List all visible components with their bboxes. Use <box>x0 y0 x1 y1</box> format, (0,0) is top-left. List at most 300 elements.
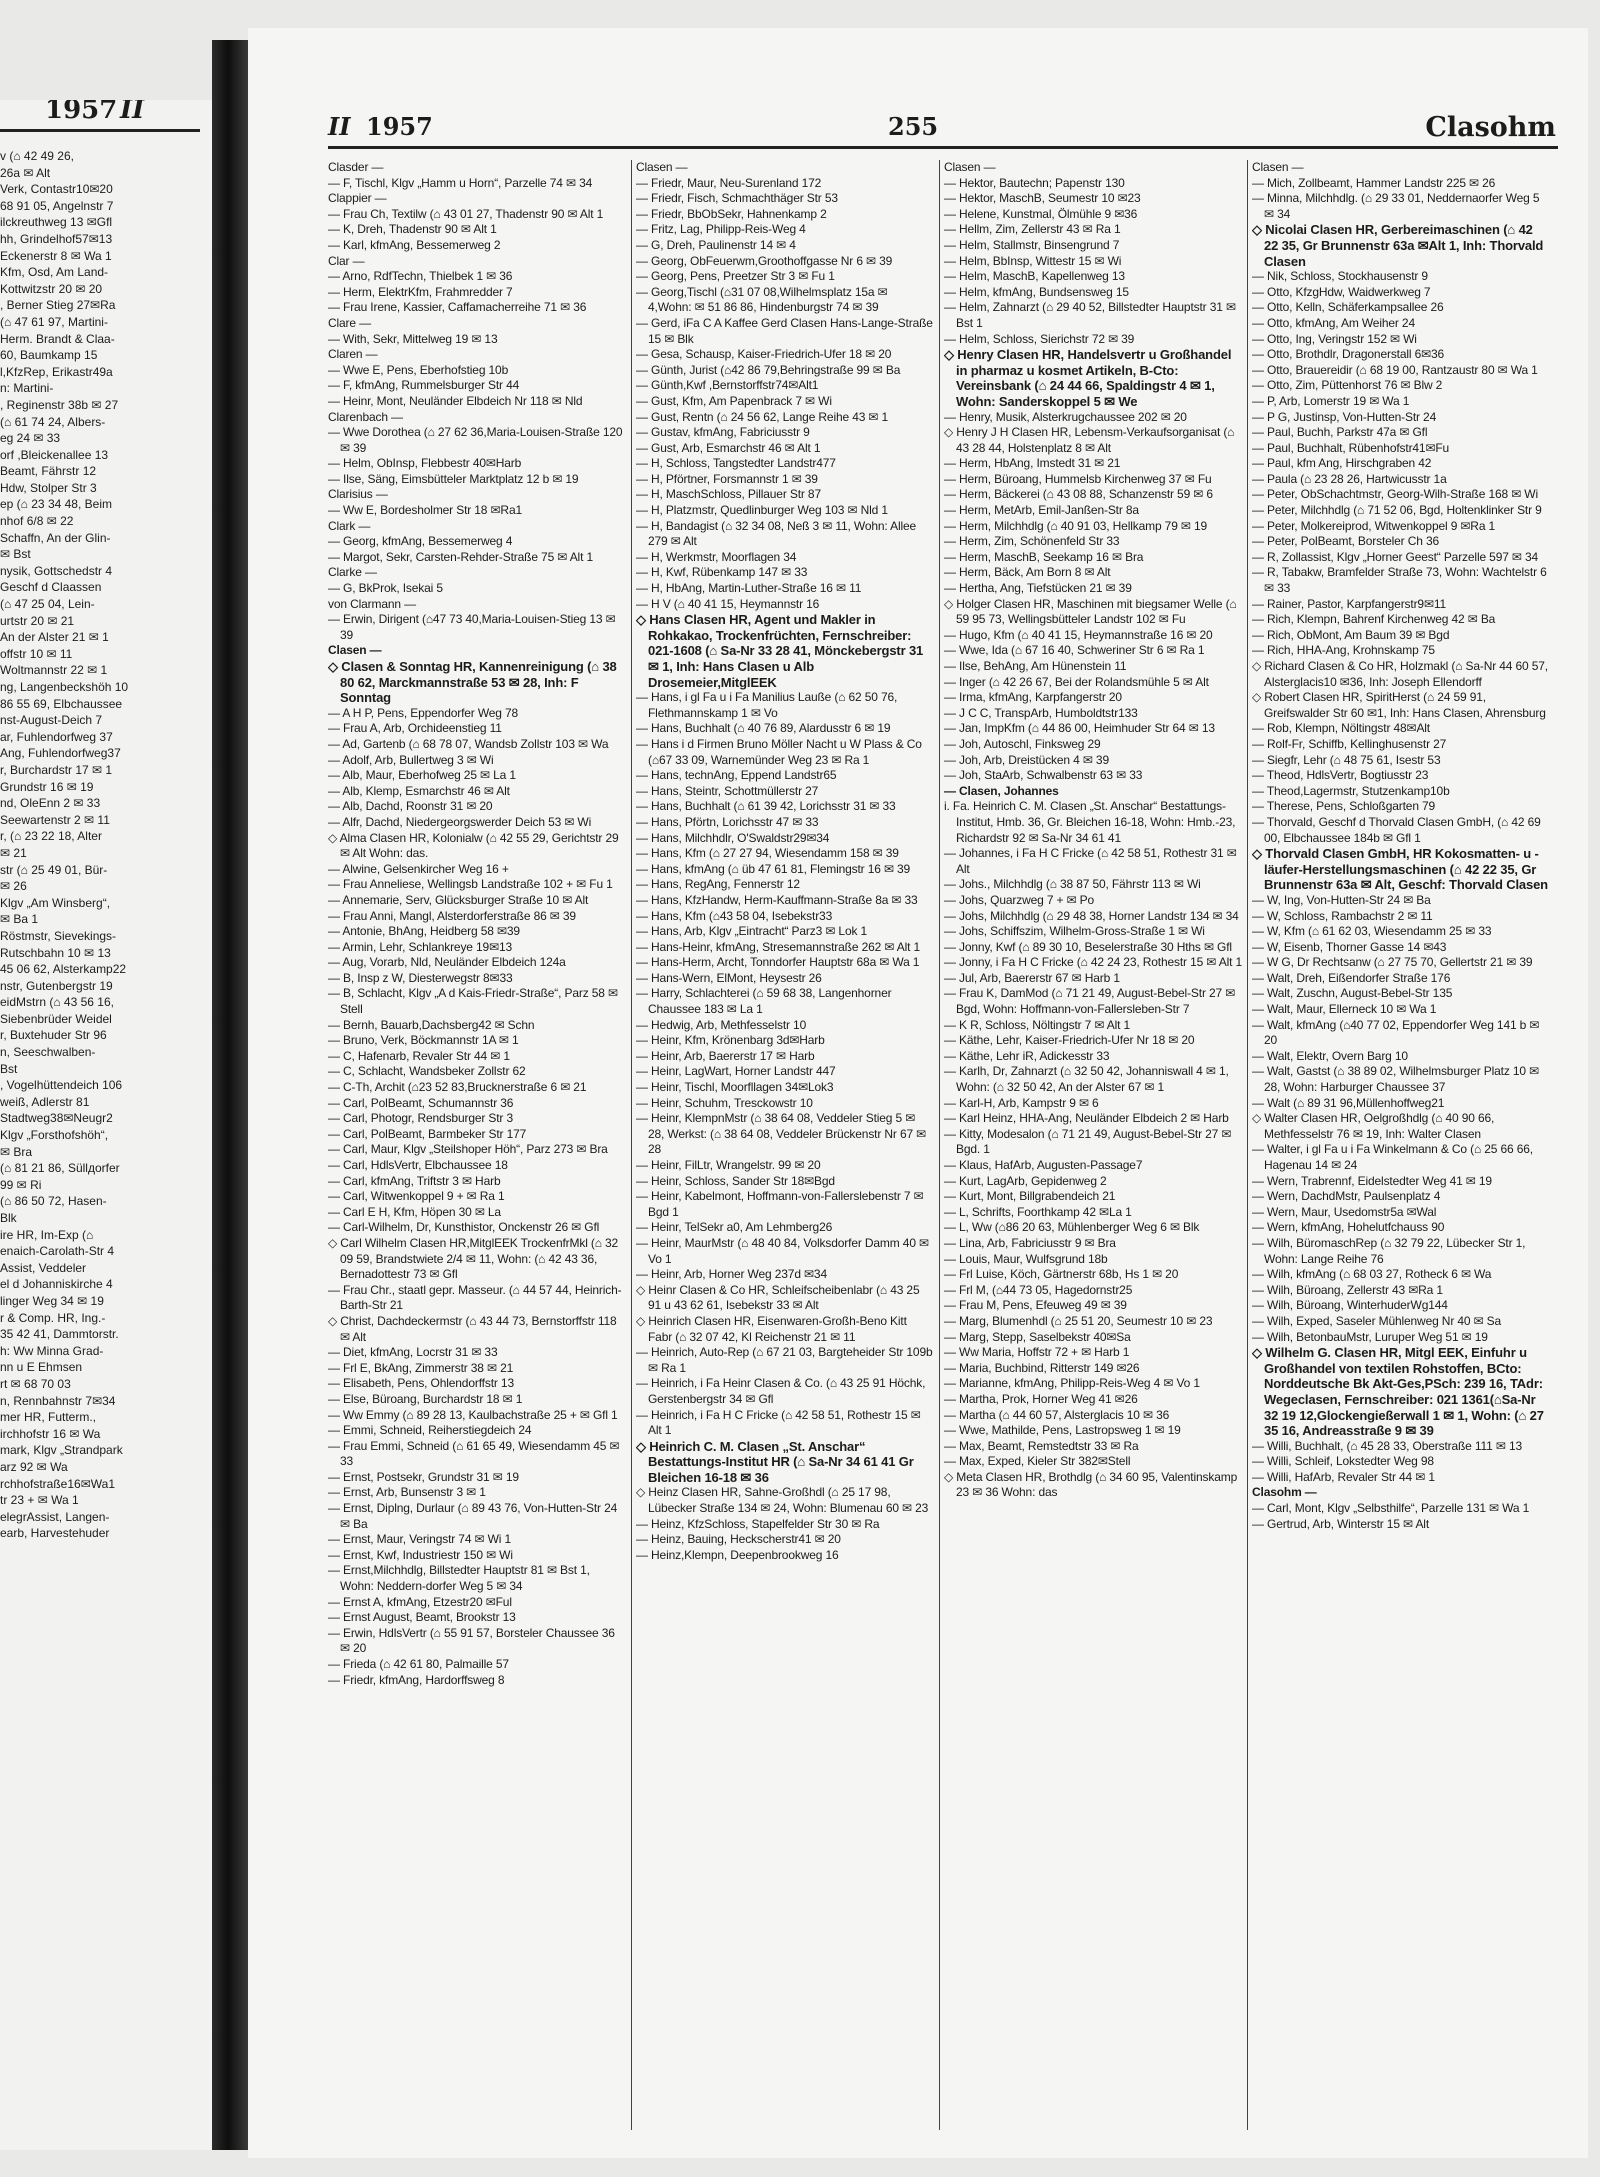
directory-entry: — Marg, Stepp, Saselbekstr 40✉Sa <box>944 1329 1131 1344</box>
directory-entry: — Carl, PolBeamt, Schumannstr 36 <box>328 1095 514 1110</box>
left-page-line: Klgv „Forsthofshöh“, <box>0 1128 109 1143</box>
directory-entry: — Helene, Kunstmal, Ölmühle 9 ✉36 <box>944 206 1138 221</box>
directory-entry: ◇ Heinrich C. M. Clasen „St. Anschar“ Bestattungs-Institut HR (⌂ Sa-Nr 34 61 41 Gr Bleichen 16-18 ✉ 36 <box>636 1438 914 1485</box>
directory-entry: — Carl, Witwenkoppel 9 + ✉ Ra 1 <box>328 1189 505 1204</box>
directory-entry: — Armin, Lehr, Schlankreye 19✉13 <box>328 939 513 954</box>
directory-entry: — Helm, BbInsp, Wittestr 15 ✉ Wi <box>944 253 1122 268</box>
left-page-line: Geschf d Claassen <box>0 580 102 595</box>
left-page-line: h: Ww Minna Grad- <box>0 1343 104 1358</box>
left-page-line: Herm. Brandt & Claa- <box>0 331 115 346</box>
directory-entry: — Hugo, Kfm (⌂ 40 41 15, Heymannstraße 16 ✉ 20 <box>944 627 1213 642</box>
directory-entry: — Helm, Stallmstr, Binsengrund 7 <box>944 237 1120 252</box>
directory-entry: — Rob, Klempn, Nöltingstr 48✉Alt <box>1252 721 1430 736</box>
directory-entry: — Joh, Arb, Dreistücken 4 ✉ 39 <box>944 752 1109 767</box>
directory-entry: — W, Kfm (⌂ 61 62 03, Wiesendamm 25 ✉ 33 <box>1252 924 1492 939</box>
directory-entry: ◇ Wilhelm G. Clasen HR, Mitgl EEK, Einfuhr u Großhandel von textilen Rohstoffen, BCto: Norddeutsche Bk Akt-Ges,PSch: 239 16, TAdr: Wegeclasen, Fernschreiber: 021 1361(⌂Sa-Nr 32 19 12,Glockengießerwall 1 ✉ 1, Wohn: (⌂ 27 35 16, Andreasstraße 9 ✉ 39 <box>1252 1345 1544 1439</box>
directory-entry: — Otto, Ing, Veringstr 152 ✉ Wi <box>1252 331 1417 346</box>
left-page-line: mer HR, Futterm., <box>0 1410 97 1425</box>
directory-entry: — Paul, kfm Ang, Hirschgraben 42 <box>1252 456 1432 471</box>
directory-entry: — Johs, Schiffszim, Wilhelm-Gross-Straße 1 ✉ Wi <box>944 924 1205 939</box>
directory-entry: — Wern, Trabrennf, Eidelstedter Weg 41 ✉ 19 <box>1252 1173 1492 1188</box>
directory-entry: — Hans, Pförtn, Lorichsstr 47 ✉ 33 <box>636 814 819 829</box>
directory-entry: — Walt, Elektr, Overn Barg 10 <box>1252 1048 1408 1063</box>
left-page-line: mark, Klgv „Strandpark <box>0 1443 123 1458</box>
directory-entry: — R, Tabakw, Bramfelder Straße 73, Wohn: Wachtelstr 6 ✉ 33 <box>1252 565 1547 596</box>
directory-entry: — Karlh, Dr, Zahnarzt (⌂ 32 50 42, Johanniswall 4 ✉ 1, Wohn: (⌂ 32 50 42, An der Alster 67 ✉ 1 <box>944 1064 1229 1095</box>
directory-entry: — B, Insp z W, Diesterwegstr 8✉33 <box>328 970 513 985</box>
directory-entry: — B, Schlacht, Klgv „A d Kais-Friedr-Straße“, Parz 58 ✉ Stell <box>328 986 618 1017</box>
left-page-line: (⌂ 81 21 86, Süllдorfer <box>0 1161 120 1176</box>
directory-entry: — Käthe, Lehr, Kaiser-Friedrich-Ufer Nr 18 ✉ 20 <box>944 1033 1195 1048</box>
directory-entry: — Herm, ElektrKfm, Frahmredder 7 <box>328 284 513 299</box>
directory-entry: — Paula (⌂ 23 28 26, Hartwicusstr 1a <box>1252 471 1447 486</box>
directory-entry: — Jonny, Kwf (⌂ 89 30 10, Beselerstraße 30 Hths ✉ Gfl <box>944 939 1232 954</box>
directory-entry: — Theod, HdlsVertr, Bogtiusstr 23 <box>1252 768 1429 783</box>
directory-entry: — Georg, kfmAng, Bessemerweg 4 <box>328 534 513 549</box>
directory-entry: — Ilse, BehAng, Am Hünenstein 11 <box>944 659 1127 673</box>
directory-entry: — Klaus, HafArb, Augusten-Passage7 <box>944 1158 1143 1172</box>
directory-entry: — Ernst, Arb, Bunsenstr 3 ✉ 1 <box>328 1485 486 1500</box>
directory-entry: — Carl, Photogr, Rendsburger Str 3 <box>328 1111 513 1126</box>
directory-entry: — C-Th, Archit (⌂23 52 83,Brucknerstraße 6 ✉ 21 <box>328 1080 587 1095</box>
directory-entry: — Heinrich, i Fa H C Fricke (⌂ 42 58 51, Rothestr 15 ✉ Alt 1 <box>636 1407 921 1438</box>
left-page-line: Seewartenstr 2 ✉ 11 <box>0 812 110 827</box>
directory-entry: — Frieda (⌂ 42 61 80, Palmaille 57 <box>328 1657 509 1671</box>
directory-entry: ◇ Henry J H Clasen HR, Lebensm-Verkaufsorganisat (⌂ 43 28 44, Holstenplatz 8 ✉ Alt <box>944 425 1235 455</box>
directory-entry: — Otto, Brothdlr, Dragonerstall 6✉36 <box>1252 347 1445 362</box>
directory-entry: — Heinz,Klempn, Deepenbrookweg 16 <box>636 1547 839 1562</box>
column-divider <box>939 160 940 2130</box>
directory-entry: — H V (⌂ 40 41 15, Heymannstr 16 <box>636 596 820 611</box>
directory-entry: — Carl, Mont, Klgv „Selbsthilfe“, Parzelle 131 ✉ Wa 1 <box>1252 1501 1530 1516</box>
directory-entry: — Ernst August, Beamt, Brookstr 13 <box>328 1610 516 1625</box>
directory-entry: — Herm, Bäckerei (⌂ 43 08 88, Schanzenstr 59 ✉ 6 <box>944 487 1213 502</box>
directory-entry: — Max, Exped, Kieler Str 382✉Stell <box>944 1454 1131 1469</box>
left-page-line: rt ✉ 68 70 03 <box>0 1376 71 1391</box>
header-volume: II <box>328 112 351 141</box>
directory-entry: — Willi, Buchhalt, (⌂ 45 28 33, Oberstraße 111 ✉ 13 <box>1252 1438 1522 1453</box>
directory-entry: — Heinr, Tischl, Moorfllagen 34✉Lok3 <box>636 1080 834 1095</box>
directory-entry: Claren — <box>328 347 378 362</box>
page-header <box>328 110 1558 149</box>
directory-entry: ◇ Carl Wilhelm Clasen HR,MitglEEK TrockenfrMkl (⌂ 32 09 59, Brandstwiete 2/4 ✉ 11, Wohn: (⌂ 42 43 36, Bernadottestr 73 ✉ Gfl <box>328 1235 619 1282</box>
left-page-line: nhof 6/8 ✉ 22 <box>0 514 74 529</box>
directory-entry: — Heinr, Mont, Neuländer Elbdeich Nr 118 ✉ Nld <box>328 393 583 408</box>
directory-entry: — Ernst, Maur, Veringstr 74 ✉ Wi 1 <box>328 1532 512 1547</box>
left-page-line: , Berner Stieg 27✉Ra <box>0 298 116 313</box>
directory-entry: — With, Sekr, Mittelweg 19 ✉ 13 <box>328 331 498 346</box>
directory-entry: — Hans, Buchhalt (⌂ 40 76 89, Alardusstr 6 ✉ 19 <box>636 721 891 736</box>
directory-entry: — Otto, Kelln, Schäferkampsallee 26 <box>1252 300 1444 315</box>
left-page-text <box>0 148 205 1542</box>
directory-entry: — L, Schrifts, Foorthkamp 42 ✉La 1 <box>944 1204 1132 1219</box>
directory-entry: — Kurt, LagArb, Gepidenweg 2 <box>944 1173 1107 1188</box>
directory-entry: Clasen — <box>636 160 688 174</box>
directory-entry: — Carl E H, Kfm, Höpen 30 ✉ La <box>328 1204 501 1219</box>
directory-entry: — H, Kwf, Rübenkamp 147 ✉ 33 <box>636 565 808 580</box>
directory-entry: — Otto, Zim, Püttenhorst 76 ✉ Blw 2 <box>1252 378 1443 393</box>
directory-entry: — Herm, Milchhdlg (⌂ 40 91 03, Hellkamp 79 ✉ 19 <box>944 518 1208 533</box>
directory-entry: — Käthe, Lehr iR, Adickesstr 33 <box>944 1048 1110 1063</box>
directory-entry: — Alb, Klemp, Esmarchstr 46 ✉ Alt <box>328 783 510 798</box>
surname-heading: — Clasen, Johannes <box>944 783 1059 798</box>
directory-entry: — F, kfmAng, Rummelsburger Str 44 <box>328 378 520 393</box>
directory-entry: — Ernst, Diplng, Durlaur (⌂ 89 43 76, Von-Hutten-Str 24 ✉ Ba <box>328 1501 618 1531</box>
left-page-line: An der Alster 21 ✉ 1 <box>0 630 109 645</box>
directory-entry: — Lina, Arb, Fabriciusstr 9 ✉ Bra <box>944 1235 1116 1250</box>
directory-entry: — Bernh, Bauarb,Dachsberg42 ✉ Schn <box>328 1017 535 1032</box>
directory-entry: — H, MaschSchloss, Pillauer Str 87 <box>636 487 821 502</box>
directory-entry: — Heinr, TelSekr a0, Am Lehmberg26 <box>636 1220 833 1235</box>
left-page-line: 86 55 69, Elbchaussee <box>0 696 123 711</box>
directory-entry: — Heinr, Kfm, Krönenbarg 3d✉Harb <box>636 1033 825 1048</box>
left-page-line: Eckenerstr 8 ✉ Wa 1 <box>0 248 112 263</box>
left-page-line: ar, Fuhlendorfweg 37 <box>0 729 113 744</box>
directory-entry: — R, Zollassist, Klgv „Horner Geest“ Parzelle 597 ✉ 34 <box>1252 549 1539 564</box>
directory-entry: — Inger (⌂ 42 26 67, Bei der Rolandsmühle 5 ✉ Alt <box>944 674 1209 689</box>
left-page-line: tr 23 + ✉ Wa 1 <box>0 1493 79 1508</box>
left-page-line: 26a ✉ Alt <box>0 165 51 180</box>
left-page-line: Beamt, Fährstr 12 <box>0 464 97 479</box>
directory-entry: — H, Bandagist (⌂ 32 34 08, Neß 3 ✉ 11, Wohn: Allee 279 ✉ Alt <box>636 518 917 549</box>
directory-entry: — Georg, ObFeuerwm,Groothoffgasse Nr 6 ✉ 39 <box>636 253 893 268</box>
directory-entry: — Louis, Maur, Wulfsgrund 18b <box>944 1251 1108 1266</box>
directory-entry: — Kitty, Modesalon (⌂ 71 21 49, August-Bebel-Str 27 ✉ Bgd. 1 <box>944 1126 1232 1157</box>
left-page-line: nd, OleEnn 2 ✉ 33 <box>0 796 101 811</box>
left-page-line: irchhofstr 16 ✉ Wa <box>0 1426 101 1441</box>
directory-entry: — Wwe, Mathilde, Pens, Lastropsweg 1 ✉ 19 <box>944 1423 1181 1438</box>
directory-entry: — Frau Emmi, Schneid (⌂ 61 65 49, Wiesendamm 45 ✉ 33 <box>328 1438 620 1469</box>
directory-entry: ◇ Heinrich Clasen HR, Eisenwaren-Großh-Beno Kitt Fabr (⌂ 32 07 42, Kl Reichenstr 21 ✉ 11 <box>636 1313 907 1344</box>
directory-entry: — Friedr, Maur, Neu-Surenland 172 <box>636 175 822 190</box>
directory-entry: — Herm, MetArb, Emil-Janßen-Str 8a <box>944 503 1139 518</box>
directory-entry: — Erwin, Dirigent (⌂47 73 40,Maria-Louisen-Stieg 13 ✉ 39 <box>328 612 616 642</box>
left-page-line: ✉ 21 <box>0 845 27 860</box>
directory-entry: — L, Ww (⌂86 20 63, Mühlenberger Weg 6 ✉ Blk <box>944 1220 1200 1235</box>
directory-entry: — Hans, RegAng, Fennerstr 12 <box>636 877 800 892</box>
directory-entry: — C, Hafenarb, Revaler Str 44 ✉ 1 <box>328 1048 510 1063</box>
directory-entry: — Heinrich, i Fa Heinr Clasen & Co. (⌂ 43 25 91 Höchk, Gerstenbergstr 34 ✉ Gfl <box>636 1376 926 1406</box>
directory-entry: — F, Tischl, Klgv „Hamm u Horn“, Parzelle 74 ✉ 34 <box>328 175 593 190</box>
directory-entry: — Frau M, Pens, Efeuweg 49 ✉ 39 <box>944 1298 1127 1313</box>
directory-entry: Clasen — <box>1252 160 1304 174</box>
directory-entry: — Hans, Kfm (⌂43 58 04, Isebekstr33 <box>636 908 833 923</box>
directory-entry: — Rainer, Pastor, Karpfangerstr9✉11 <box>1252 596 1447 611</box>
directory-entry: — Martha, Prok, Horner Weg 41 ✉26 <box>944 1391 1138 1406</box>
directory-entry: — J C C, TranspArb, Humboldtstr133 <box>944 705 1138 720</box>
left-page-line: Ang, Fuhlendorfweg37 <box>0 746 121 761</box>
directory-entry: ◇ Thorvald Clasen GmbH, HR Kokosmatten- u -läufer-Herstellungsmaschinen (⌂ 42 22 35, Gr Brunnenstr 63a ✉ Alt, Geschf: Thorvald Clasen <box>1252 846 1548 893</box>
directory-entry: — Hans-Heinr, kfmAng, Stresemannstraße 262 ✉ Alt 1 <box>636 939 921 954</box>
directory-entry: — Hans, Milchhdlr, O'Swaldstr29✉34 <box>636 830 830 845</box>
directory-entry: — Ad, Gartenb (⌂ 68 78 07, Wandsb Zollstr 103 ✉ Wa <box>328 736 609 751</box>
left-page-line: , Vogelhüttendeich 106 <box>0 1078 123 1093</box>
directory-entry: ◇ Meta Clasen HR, Brothdlg (⌂ 34 60 95, Valentinskamp 23 ✉ 36 Wohn: das <box>944 1469 1238 1500</box>
directory-entry: — Siegfr, Lehr (⌂ 48 75 61, Isestr 53 <box>1252 752 1441 767</box>
directory-entry: — Frau A, Arb, Orchideenstieg 11 <box>328 721 502 736</box>
left-page-line: eidMstrn (⌂ 43 56 16, <box>0 995 114 1010</box>
directory-entry: — Heinr, KlempnMstr (⌂ 38 64 08, Veddeler Stieg 5 ✉ 28, Werkst: (⌂ 38 64 08, Veddeler Brückenstr Nr 67 ✉ 28 <box>636 1111 927 1157</box>
directory-entry: — Hans-Herm, Archt, Tonndorfer Hauptstr 68a ✉ Wa 1 <box>636 955 920 970</box>
directory-entry: — Rich, ObMont, Am Baum 39 ✉ Bgd <box>1252 627 1450 642</box>
directory-entry: — Heinr, Schloss, Sander Str 18✉Bgd <box>636 1173 835 1188</box>
left-page-line: rchhofstraße16✉Wa1 <box>0 1476 115 1491</box>
directory-entry: — Hellm, Zim, Zellerstr 43 ✉ Ra 1 <box>944 222 1121 237</box>
directory-entry: ◇ Hans Clasen HR, Agent und Makler in Rohkakao, Trockenfrüchten, Fernschreiber: 021-1608 (⌂ Sa-Nr 33 28 41, Mönckebergstr 31 ✉ 1, Inh: Hans Clasen u Alb Drosemeier,MitglEEK <box>636 612 924 690</box>
left-page-line: Rutschbahn 10 ✉ 13 <box>0 945 111 960</box>
directory-entry: — Heinz, KfzSchloss, Stapelfelder Str 30 ✉ Ra <box>636 1516 880 1531</box>
directory-entry: ◇ Heinz Clasen HR, Sahne-Großhdl (⌂ 25 17 98, Lübecker Straße 134 ✉ 24, Wohn: Blumenau 60 ✉ 23 <box>636 1485 929 1516</box>
directory-entry: — C, Schlacht, Wandsbeker Zollstr 62 <box>328 1064 526 1079</box>
header-year: 1957 <box>366 112 433 141</box>
directory-entry: — P, Arb, Lomerstr 19 ✉ Wa 1 <box>1252 393 1410 408</box>
directory-entry: — Helm, Schloss, Sierichstr 72 ✉ 39 <box>944 331 1135 346</box>
directory-entry: — Diet, kfmAng, Locrstr 31 ✉ 33 <box>328 1345 498 1360</box>
directory-entry: — K R, Schloss, Nöltingstr 7 ✉ Alt 1 <box>944 1017 1131 1032</box>
directory-entry: — Else, Büroang, Burchardstr 18 ✉ 1 <box>328 1391 523 1406</box>
directory-entry: — Willi, Schleif, Lokstedter Weg 98 <box>1252 1454 1434 1469</box>
directory-entry: — Helm, Zahnarzt (⌂ 29 40 52, Billstedter Hauptstr 31 ✉ Bst 1 <box>944 300 1236 330</box>
directory-entry: — Walt, Zuschn, August-Bebel-Str 135 <box>1252 986 1453 1001</box>
directory-entry: — Otto, Brauereidir (⌂ 68 19 00, Rantzaustr 80 ✉ Wa 1 <box>1252 362 1538 377</box>
directory-entry: — Friedr, kfmAng, Hardorffsweg 8 <box>328 1672 505 1687</box>
page-number: 255 <box>888 112 939 141</box>
left-page-line: el d Johanniskirche 4 <box>0 1277 113 1292</box>
directory-entry: — Hans, kfmAng (⌂ üb 47 61 81, Flemingstr 16 ✉ 39 <box>636 861 911 876</box>
directory-entry: — Alb, Maur, Eberhofweg 25 ✉ La 1 <box>328 768 516 783</box>
directory-entry: — G, Dreh, Paulinenstr 14 ✉ 4 <box>636 237 796 252</box>
directory-entry: — Bruno, Verk, Böckmannstr 1A ✉ 1 <box>328 1033 519 1048</box>
left-page-line: Woltmannstr 22 ✉ 1 <box>0 663 108 678</box>
directory-entry: — Erwin, HdlsVertr (⌂ 55 91 57, Borsteler Chaussee 36 ✉ 20 <box>328 1625 615 1656</box>
directory-entry: — Alb, Dachd, Roonstr 31 ✉ 20 <box>328 799 493 814</box>
directory-entry: — Hans, Arb, Klgv „Eintracht“ Parz3 ✉ Lok 1 <box>636 924 868 939</box>
directory-entry: — Therese, Pens, Schloßgarten 79 <box>1252 799 1436 814</box>
left-page-line: Kfm, Osd, Am Land- <box>0 265 109 280</box>
left-page-line: ✉ 26 <box>0 879 27 894</box>
book-gutter <box>212 40 248 2150</box>
directory-entry: — Frau Chr., staatl gepr. Masseur. (⌂ 44 57 44, Heinrich-Barth-Str 21 <box>328 1282 622 1313</box>
directory-entry: — Ww Emmy (⌂ 89 28 13, Kaulbachstraße 25 + ✉ Gfl 1 <box>328 1407 618 1422</box>
directory-entry: — Wilh, kfmAng (⌂ 68 03 27, Rotheck 6 ✉ Wa <box>1252 1267 1492 1282</box>
directory-entry: — Hans-Wern, ElMont, Heysestr 26 <box>636 970 822 985</box>
directory-entry: ◇ Alma Clasen HR, Kolonialw (⌂ 42 55 29, Gerichtstr 29 ✉ Alt Wohn: das. <box>328 830 619 861</box>
left-page-line: nst-August-Deich 7 <box>0 713 103 728</box>
directory-entry: — Ernst, Kwf, Industriestr 150 ✉ Wi <box>328 1547 513 1562</box>
left-page-line: Blk <box>0 1211 17 1225</box>
directory-entry: — Kurt, Mont, Billgrabendeich 21 <box>944 1189 1116 1204</box>
column-divider <box>1247 160 1248 2130</box>
directory-entry: — Hans i d Firmen Bruno Möller Nacht u W Plass & Co (⌂67 33 09, Warnemünder Weg 23 ✉ Ra 1 <box>636 736 922 767</box>
directory-entry: — Henry, Musik, Alsterkrugchaussee 202 ✉ 20 <box>944 409 1187 424</box>
directory-entry: — Wwe Dorothea (⌂ 27 62 36,Maria-Louisen-Straße 120 ✉ 39 <box>328 425 623 455</box>
directory-entry: — Walt, Dreh, Eißendorfer Straße 176 <box>1252 970 1451 985</box>
directory-entry: — A H P, Pens, Eppendorfer Weg 78 <box>328 705 519 720</box>
left-page-line: Röstmstr, Sievekings- <box>0 928 117 943</box>
directory-entry: — Wern, DachdMstr, Paulsenplatz 4 <box>1252 1189 1441 1204</box>
directory-column-1 <box>328 160 626 2140</box>
directory-entry: Clar — <box>328 253 365 268</box>
directory-column-2 <box>636 160 934 2140</box>
left-page-line: (⌂ 47 61 97, Martini- <box>0 314 108 329</box>
directory-entry: — Paul, Buchh, Parkstr 47a ✉ Gfl <box>1252 425 1428 440</box>
left-page-line: r, Buxtehuder Str 96 <box>0 1028 107 1043</box>
left-page-line: ep (⌂ 23 34 48, Beim <box>0 497 112 512</box>
left-page-line: nn u E Ehmsen <box>0 1360 83 1375</box>
directory-entry: — Heinr, Arb, Horner Weg 237d ✉34 <box>636 1267 827 1282</box>
left-page-line: arz 92 ✉ Wa <box>0 1459 68 1474</box>
directory-entry: — Heinr, Arb, Baererstr 17 ✉ Harb <box>636 1048 815 1063</box>
directory-entry: — Alfr, Dachd, Niedergeorgswerder Deich 53 ✉ Wi <box>328 814 592 829</box>
directory-entry: — Gustav, kfmAng, Fabriciusstr 9 <box>636 425 810 440</box>
directory-entry: — Peter, Milchhdlg (⌂ 71 52 06, Bgd, Holtenklinker Str 9 <box>1252 503 1542 518</box>
directory-entry: — G, BkProk, Isekai 5 <box>328 581 443 596</box>
directory-entry: — Wilh, BüromaschRep (⌂ 32 79 22, Lübecker Str 1, Wohn: Lange Reihe 76 <box>1252 1235 1526 1266</box>
directory-entry: — Friedr, Fisch, Schmachthäger Str 53 <box>636 191 838 206</box>
directory-entry: — Ernst A, kfmAng, Etzestr20 ✉Ful <box>328 1594 512 1609</box>
directory-entry: — Karl, kfmAng, Bessemerweg 2 <box>328 237 501 252</box>
directory-entry: — Emmi, Schneid, Reiherstiegdeich 24 <box>328 1423 532 1438</box>
directory-column-4 <box>1252 160 1550 2140</box>
directory-entry: — Heinr, Schuhm, Tresckowstr 10 <box>636 1095 813 1110</box>
directory-entry: — Maria, Buchbind, Ritterstr 149 ✉26 <box>944 1360 1140 1375</box>
left-page-line: r, (⌂ 23 22 18, Alter <box>0 829 102 844</box>
directory-entry: — Minna, Milchhdlg. (⌂ 29 33 01, Neddernaorfer Weg 5 ✉ 34 <box>1252 191 1540 221</box>
directory-entry: — H, Platzmstr, Quedlinburger Weg 103 ✉ Nld 1 <box>636 503 888 518</box>
directory-entry: — Gertrud, Arb, Winterstr 15 ✉ Alt <box>1252 1516 1430 1531</box>
left-page-line: ✉ Bra <box>0 1144 33 1159</box>
directory-entry: — Carl, PolBeamt, Barmbeker Str 177 <box>328 1126 527 1141</box>
directory-entry: — Wern, Maur, Usedomstr5a ✉Wal <box>1252 1204 1437 1219</box>
left-page-line: ilckreuthweg 13 ✉Gfl <box>0 215 113 230</box>
left-page-line: orf ,Bleickenallee 13 <box>0 447 109 462</box>
left-page-line: nstr, Gutenbergstr 19 <box>0 978 113 993</box>
directory-entry: — Friedr, BbObSekr, Hahnenkamp 2 <box>636 206 827 221</box>
directory-entry: ◇ Holger Clasen HR, Maschinen mit biegsamer Welle (⌂ 59 95 73, Wellingsbütteler Landstr 102 ✉ Fu <box>944 596 1237 627</box>
directory-entry: — W, Schloss, Rambachstr 2 ✉ 11 <box>1252 908 1433 923</box>
directory-entry: — Hans, KfzHandw, Herm-Kauffmann-Straße 8a ✉ 33 <box>636 892 918 907</box>
directory-entry: ◇ Robert Clasen HR, SpiritHerst (⌂ 24 59 91, Greifswalder Str 60 ✉1, Inh: Hans Clasen, Ahrensburg <box>1252 690 1546 720</box>
left-page-line: r, Burchardstr 17 ✉ 1 <box>0 762 113 777</box>
directory-entry: — Karl Heinz, HHA-Ang, Neuländer Elbdeich 2 ✉ Harb <box>944 1111 1229 1126</box>
directory-entry: — Walt, kfmAng (⌂40 77 02, Eppendorfer Weg 141 b ✉ 20 <box>1252 1017 1540 1048</box>
directory-entry: — Walt, Gastst (⌂ 38 89 02, Wilhelmsburger Platz 10 ✉ 28, Wohn: Harburger Chaussee 37 <box>1252 1064 1540 1095</box>
directory-entry: — Marianne, kfmAng, Philipp-Reis-Weg 4 ✉ Vo 1 <box>944 1376 1200 1391</box>
directory-entry: — Georg, Pens, Preetzer Str 3 ✉ Fu 1 <box>636 269 835 284</box>
header-catchword: Clasohm <box>1425 112 1556 143</box>
left-page-line: Hdw, Stolper Str 3 <box>0 480 97 495</box>
directory-entry: — Adolf, Arb, Bullertweg 3 ✉ Wi <box>328 752 494 767</box>
directory-entry: — Gust, Kfm, Am Papenbrack 7 ✉ Wi <box>636 393 832 408</box>
directory-entry: — Jul, Arb, Baererstr 67 ✉ Harb 1 <box>944 970 1120 985</box>
directory-entry: — Wwe E, Pens, Eberhofstieg 10b <box>328 362 509 377</box>
directory-entry: — W G, Dr Rechtsanw (⌂ 27 75 70, Gellertstr 21 ✉ 39 <box>1252 955 1533 970</box>
left-page-line: elegrAssist, Langen- <box>0 1509 110 1524</box>
directory-entry: — Ww E, Bordesholmer Str 18 ✉Ra1 <box>328 503 522 518</box>
directory-entry: — Johannes, i Fa H C Fricke (⌂ 42 58 51, Rothestr 31 ✉ Alt <box>944 846 1237 876</box>
directory-entry: — Arno, RdfTechn, Thielbek 1 ✉ 36 <box>328 269 513 284</box>
directory-entry: — Ilse, Säng, Eimsbütteler Marktplatz 12 b ✉ 19 <box>328 471 579 486</box>
left-page-line: ✉ Bst <box>0 547 31 562</box>
left-page-line: Grundstr 16 ✉ 19 <box>0 779 94 794</box>
directory-entry: — Willi, HafArb, Revaler Str 44 ✉ 1 <box>1252 1469 1435 1484</box>
left-page-line: n, Rennbahnstr 7✉34 <box>0 1393 116 1408</box>
left-page-line: (⌂ 61 74 24, Albers- <box>0 414 106 429</box>
directory-entry: Clasen — <box>944 160 996 174</box>
directory-entry: — Hans, i gl Fa u i Fa Manilius Lauße (⌂ 62 50 76, Flethmannskamp 1 ✉ Vo <box>636 690 898 720</box>
directory-entry: — Carl, HdlsVertr, Elbchaussee 18 <box>328 1158 508 1172</box>
directory-entry: — K, Dreh, Thadenstr 90 ✉ Alt 1 <box>328 222 497 237</box>
directory-entry: — Harry, Schlachterei (⌂ 59 68 38, Langenhorner Chaussee 183 ✉ La 1 <box>636 986 892 1017</box>
left-page-line: (⌂ 47 25 04, Lein- <box>0 597 95 612</box>
left-page-line: Schaffn, An der Glin- <box>0 530 111 545</box>
directory-entry: Clarenbach — <box>328 409 403 424</box>
column-divider <box>631 160 632 2130</box>
directory-entry: — Peter, ObSchachtmstr, Georg-Wilh-Straße 168 ✉ Wi <box>1252 487 1538 502</box>
directory-entry: ◇ Walter Clasen HR, Oelgroßhdlg (⌂ 40 90 66, Methfesselstr 76 ✉ 19, Inh: Walter Clasen <box>1252 1111 1495 1141</box>
left-page-line: 60, Baumkamp 15 <box>0 348 98 363</box>
directory-entry: — Walt (⌂ 89 31 96,Müllenhoffweg21 <box>1252 1095 1445 1110</box>
left-page-line: 35 42 41, Dammtorstr. <box>0 1327 119 1342</box>
directory-entry: — W, Eisenb, Thorner Gasse 14 ✉43 <box>1252 939 1447 954</box>
directory-entry: — Nik, Schloss, Stockhausenstr 9 <box>1252 269 1428 284</box>
left-page-line: ng, Langenbeckshöh 10 <box>0 680 129 694</box>
directory-entry: — Wilh, BetonbauMstr, Luruper Weg 51 ✉ 19 <box>1252 1329 1488 1344</box>
directory-entry: — Antonie, BhAng, Heidberg 58 ✉39 <box>328 924 520 939</box>
left-page-line: , Reginenstr 38b ✉ 27 <box>0 397 119 412</box>
directory-columns <box>328 160 1558 2140</box>
directory-entry: ◇ Heinr Clasen & Co HR, Schleifscheibenlabr (⌂ 43 25 91 u 43 62 61, Isebekstr 33 ✉ Alt <box>636 1282 920 1313</box>
directory-entry: — Joh, StaArb, Schwalbenstr 63 ✉ 33 <box>944 768 1143 783</box>
directory-entry: — Otto, KfzgHdw, Waidwerkweg 7 <box>1252 284 1431 299</box>
directory-entry: — Hedwig, Arb, Methfesselstr 10 <box>636 1017 807 1032</box>
directory-entry: — Jan, ImpKfm (⌂ 44 86 00, Heimhuder Str 64 ✉ 13 <box>944 721 1215 736</box>
directory-entry: — Frl Luise, Köch, Gärtnerstr 68b, Hs 1 ✉ 20 <box>944 1267 1179 1282</box>
directory-entry: — Irma, kfmAng, Karpfangerstr 20 <box>944 690 1122 705</box>
left-page-line: str (⌂ 25 49 01, Bür- <box>0 862 108 877</box>
directory-entry: — P G, Justinsp, Von-Hutten-Str 24 <box>1252 409 1437 424</box>
directory-entry: — Frau K, DamMod (⌂ 71 21 49, August-Bebel-Str 27 ✉ Bgd, Wohn: Hoffmann-von-Fallersleben-Str 7 <box>944 986 1236 1017</box>
directory-entry: — Jonny, i Fa H C Fricke (⌂ 42 24 23, Rothestr 15 ✉ Alt 1 <box>944 955 1242 970</box>
left-page-line: 99 ✉ Ri <box>0 1177 42 1192</box>
directory-entry: — Johs, Quarzweg 7 + ✉ Po <box>944 892 1095 907</box>
left-page-line: linger Weg 34 ✉ 19 <box>0 1293 104 1308</box>
directory-entry: — Frau Anneliese, Wellingsb Landstraße 102 + ✉ Fu 1 <box>328 877 613 892</box>
left-page-line: l,KfzRep, Erikastr49a <box>0 364 113 379</box>
directory-entry: — Heinr, Kabelmont, Hoffmann-von-Fallerslebenstr 7 ✉ Bgd 1 <box>636 1189 924 1219</box>
directory-entry: — H, Schloss, Tangstedter Landstr477 <box>636 456 836 471</box>
directory-entry: — Marg, Blumenhdl (⌂ 25 51 20, Seumestr 10 ✉ 23 <box>944 1313 1213 1328</box>
directory-entry: — Herm, MaschB, Seekamp 16 ✉ Bra <box>944 549 1144 564</box>
directory-entry: — Martha (⌂ 44 60 57, Alsterglacis 10 ✉ 36 <box>944 1407 1170 1422</box>
directory-entry: — Peter, PolBeamt, Borsteler Ch 36 <box>1252 534 1439 549</box>
left-page-line: Kottwitzstr 20 ✉ 20 <box>0 281 103 296</box>
left-page-line: Stadtweg38✉Neugr2 <box>0 1111 113 1126</box>
directory-entry: — Gust, Arb, Esmarchstr 46 ✉ Alt 1 <box>636 440 821 455</box>
left-page-line: Siebenbrüder Weidel <box>0 1011 112 1026</box>
directory-entry: — H, Werkmstr, Moorflagen 34 <box>636 549 797 564</box>
directory-page <box>248 28 1588 2158</box>
directory-entry: — H, Pförtner, Forsmannstr 1 ✉ 39 <box>636 471 818 486</box>
directory-entry: — Carl, Maur, Klgv „Steilshoper Höh“, Parz 273 ✉ Bra <box>328 1142 608 1157</box>
left-page-header <box>0 100 200 132</box>
directory-entry: — Helm, ObInsp, Flebbestr 40✉Harb <box>328 456 522 471</box>
left-page-line: n, Seeschwalben- <box>0 1045 96 1060</box>
directory-entry: — Günth, Jurist (⌂42 86 79,Behringstraße 99 ✉ Ba <box>636 362 901 377</box>
left-page-line: enaich-Carolath-Str 4 <box>0 1244 115 1259</box>
directory-entry: — Wilh, Exped, Saseler Mühlenweg Nr 40 ✉ Sa <box>1252 1313 1502 1328</box>
directory-entry: — Frl E, BkAng, Zimmerstr 38 ✉ 21 <box>328 1360 514 1375</box>
